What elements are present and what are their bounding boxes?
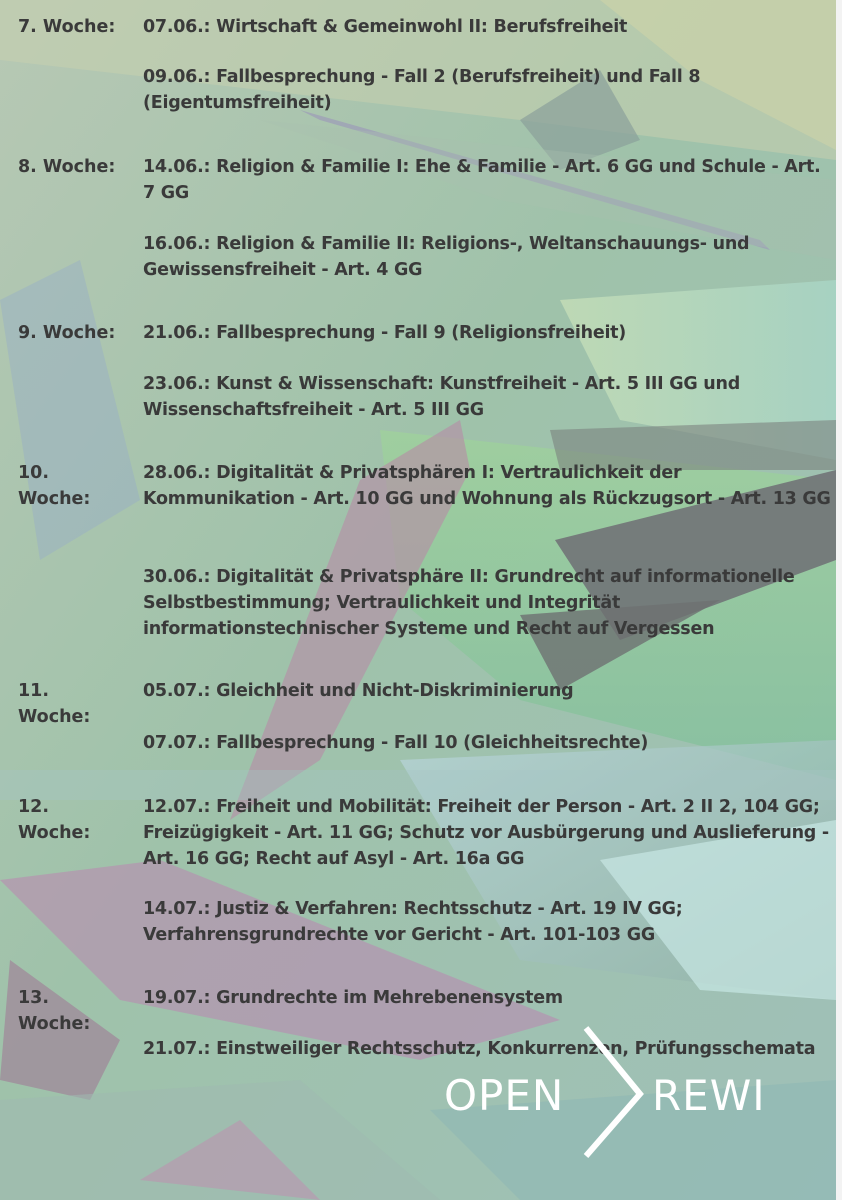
- schedule-entry: 21.07.: Einstweiliger Rechtsschutz, Konkurrenzen, Prüfungsschemata: [143, 1039, 816, 1059]
- schedule-entry: 14.06.: Religion & Familie I: Ehe & Familie - Art. 6 GG und Schule - Art. 7 GG: [143, 157, 821, 203]
- week-label: 9. Woche:: [18, 323, 116, 343]
- week-label: 8. Woche:: [18, 157, 116, 177]
- schedule-entry: 21.06.: Fallbesprechung - Fall 9 (Religionsfreiheit): [143, 323, 627, 343]
- schedule-entry: 14.07.: Justiz & Verfahren: Rechtsschutz - Art. 19 IV GG; Verfahrensgrundrechte vor Gericht - Art. 101-103 GG: [143, 899, 683, 945]
- week-label: 13. Woche:: [18, 988, 91, 1034]
- schedule-entry: 07.06.: Wirtschaft & Gemeinwohl II: Berufsfreiheit: [143, 17, 628, 37]
- schedule-entry: 23.06.: Kunst & Wissenschaft: Kunstfreiheit - Art. 5 III GG und Wissenschaftsfreiheit - Art. 5 III GG: [143, 374, 740, 420]
- logo-word-rewi: REWI: [652, 1071, 766, 1120]
- schedule-entry: 19.07.: Grundrechte im Mehrebenensystem: [143, 988, 563, 1008]
- schedule-entry: 09.06.: Fallbesprechung - Fall 2 (Berufsfreiheit) und Fall 8 (Eigentumsfreiheit): [143, 67, 701, 113]
- open-rewi-logo: [440, 1022, 780, 1162]
- schedule-entry: 16.06.: Religion & Familie II: Religions-, Weltanschauungs- und Gewissensfreiheit - Art. 4 GG: [143, 234, 750, 280]
- page-edge: [836, 0, 842, 1200]
- week-label: 11. Woche:: [18, 681, 91, 727]
- week-label: 12. Woche:: [18, 797, 91, 843]
- chevron-right-icon: [580, 1022, 660, 1162]
- schedule-entry: 12.07.: Freiheit und Mobilität: Freiheit der Person - Art. 2 II 2, 104 GG; Freizügigkeit - Art. 11 GG; Schutz vor Ausbürgerung und Auslieferung - Art. 16 GG; Recht auf Asyl - Art. 16a GG: [143, 797, 829, 869]
- schedule-entry: 05.07.: Gleichheit und Nicht-Diskriminierung: [143, 681, 574, 701]
- week-label: 10. Woche:: [18, 463, 91, 509]
- logo-word-open: OPEN: [444, 1071, 565, 1120]
- schedule-entry: 28.06.: Digitalität & Privatsphären I: Vertraulichkeit der Kommunikation - Art. 10 GG und Wohnung als Rückzugsort - Art. 13 GG: [143, 463, 831, 509]
- schedule-entry: 07.07.: Fallbesprechung - Fall 10 (Gleichheitsrechte): [143, 733, 649, 753]
- week-label: 7. Woche:: [18, 17, 116, 37]
- schedule-entry: 30.06.: Digitalität & Privatsphäre II: Grundrecht auf informationelle Selbstbestimmung; Vertraulichkeit und Integrität informationstechnischer Systeme und Recht auf Vergessen: [143, 567, 795, 639]
